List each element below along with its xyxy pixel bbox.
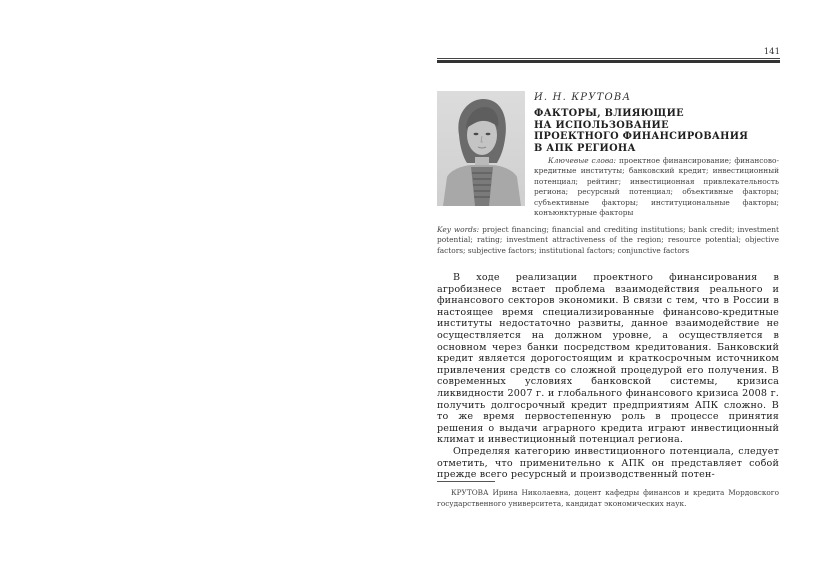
page-number: 141	[763, 47, 780, 57]
author-name: И. Н. КРУТОВА	[534, 92, 632, 103]
body-paragraph: В ходе реализации проектного финансирования в агробизнесе встает проблема взаимодействия реального и финансового секторов экономики. В связи с тем, что в России в настоящее время специализированные финансово-кредитные институты недостаточно развиты, данное взаимодействие не осуществляется на должном уровне, а осуществляется в основном через банки посредством кредитования. Банковский кредит является дорогостоящим и краткосрочным источником привлечения средств со сложной процедурой его получения. В современных условиях банковской системы, кризиса ликвидности 2007 г. и глобального финансового кризиса 2008 г. получить долгосрочный кредит предприятиям АПК сложно. В то же время первостепенную роль в процессе принятия решения о выдачи аграрного кредита играют инвестиционный климат и инвестиционный потенциал региона.	[437, 272, 779, 446]
author-portrait-illustration	[437, 91, 525, 206]
footnote-rule	[437, 481, 495, 482]
article-body	[437, 272, 779, 481]
keywords-ru	[534, 156, 779, 218]
header-rule-thick	[437, 60, 780, 63]
body-paragraph: Определяя категорию инвестиционного потенциала, следует отметить, что применительно к АПК он представляет собой прежде всего ресурсный и производственный потен-	[437, 445, 779, 481]
title-line: ПРОЕКТНОГО ФИНАНСИРОВАНИЯ	[534, 131, 749, 142]
title-line: НА ИСПОЛЬЗОВАНИЕ	[534, 119, 669, 131]
keywords-ru-text: проектное финансирование; финансово-кредитные институты; банковский кредит; инвестиционный потенциал; рейтинг; инвестиционная привлекательность региона; ресурсный потенциал; объективные факторы; субъективные факторы; институциональные факторы; конъюнктурные факторы	[534, 156, 779, 218]
keywords-en-label: Key words:	[437, 225, 480, 234]
keywords-ru-label: Ключевые слова:	[548, 156, 617, 165]
header-rule-thin	[437, 58, 780, 59]
keywords-en-text: project financing; financial and crediting institutions; bank credit; investment potential; rating; investment attractiveness of the region; resource potential; objective factors; subjective factors; institutional factors; conjunctive factors	[437, 225, 779, 255]
article-title	[534, 108, 779, 154]
author-photo	[437, 91, 525, 206]
title-line: В АПК РЕГИОНА	[534, 142, 636, 154]
title-line: ФАКТОРЫ, ВЛИЯЮЩИЕ	[534, 108, 684, 119]
keywords-en	[437, 225, 779, 256]
author-footnote: КРУТОВА Ирина Николаевна, доцент кафедры финансов и кредита Мордовского государственного университета, кандидат экономических наук.	[437, 488, 779, 508]
